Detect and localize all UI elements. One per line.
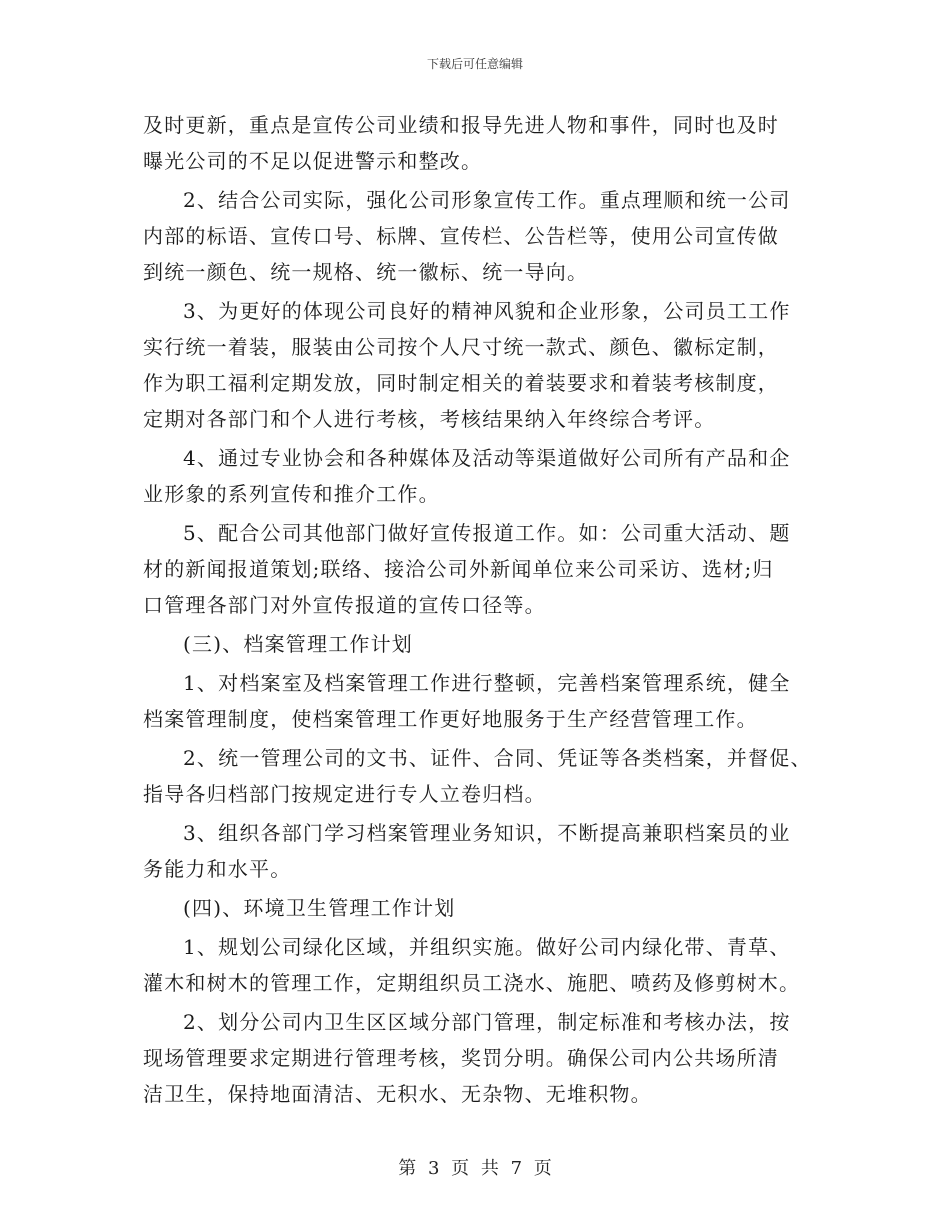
text-line: 内部的标语、宣传口号、标牌、宣传栏、公告栏等，使用公司宣传做 bbox=[143, 224, 779, 248]
text-line: 指导各归档部门按规定进行专人立卷归档。 bbox=[143, 782, 546, 806]
paragraph bbox=[143, 440, 823, 512]
text-line: 2、统一管理公司的文书、证件、合同、凭证等各类档案，并督促、 bbox=[183, 746, 812, 770]
text-line: 实行统一着装，服装由公司按个人尺寸统一款式、颜色、徽标定制， bbox=[143, 335, 779, 359]
document-body bbox=[143, 107, 823, 1112]
paragraph bbox=[143, 665, 823, 737]
paragraph bbox=[143, 626, 823, 662]
paragraph bbox=[143, 107, 823, 179]
text-line: 定期对各部门和个人进行考核，考核结果纳入年终综合考评。 bbox=[143, 407, 716, 431]
paragraph bbox=[143, 815, 823, 887]
paragraph bbox=[143, 515, 823, 623]
text-line: 曝光公司的不足以促进警示和整改。 bbox=[143, 149, 483, 173]
paragraph bbox=[143, 293, 823, 437]
text-line: 材的新闻报道策划;联络、接洽公司外新闻单位来公司采访、选材;归 bbox=[143, 557, 774, 581]
paragraph bbox=[143, 182, 823, 290]
text-line: 现场管理要求定期进行管理考核，奖罚分明。确保公司内公共场所清 bbox=[143, 1046, 779, 1070]
text-line: 1、规划公司绿化区域，并组织实施。做好公司内绿化带、青草、 bbox=[183, 935, 791, 959]
text-line: 洁卫生，保持地面清洁、无积水、无杂物、无堆积物。 bbox=[143, 1082, 652, 1106]
text-line: 2、划分公司内卫生区区域分部门管理，制定标准和考核办法，按 bbox=[183, 1010, 791, 1034]
text-line: 3、为更好的体现公司良好的精神风貌和企业形象，公司员工工作 bbox=[183, 299, 791, 323]
text-line: 及时更新，重点是宣传公司业绩和报导先进人物和事件，同时也及时 bbox=[143, 113, 779, 137]
text-line: 档案管理制度，使档案管理工作更好地服务于生产经营管理工作。 bbox=[143, 707, 758, 731]
text-line: (三)、档案管理工作计划 bbox=[183, 632, 414, 656]
text-line: 5、配合公司其他部门做好宣传报道工作。如：公司重大活动、题 bbox=[183, 521, 791, 545]
text-line: 2、结合公司实际，强化公司形象宣传工作。重点理顺和统一公司 bbox=[183, 188, 791, 212]
text-line: 4、通过专业协会和各种媒体及活动等渠道做好公司所有产品和企 bbox=[183, 446, 791, 470]
text-line: 到统一颜色、统一规格、统一徽标、统一导向。 bbox=[143, 260, 589, 284]
text-line: 作为职工福利定期发放，同时制定相关的着装要求和着装考核制度， bbox=[143, 371, 779, 395]
text-line: 口管理各部门对外宣传报道的宣传口径等。 bbox=[143, 593, 546, 617]
paragraph bbox=[143, 740, 823, 812]
paragraph bbox=[143, 890, 823, 926]
text-line: 业形象的系列宣传和推介工作。 bbox=[143, 482, 440, 506]
text-line: (四)、环境卫生管理工作计划 bbox=[183, 896, 456, 920]
paragraph bbox=[143, 1004, 823, 1112]
page-header-note: 下载后可任意编辑 bbox=[426, 57, 523, 71]
paragraph bbox=[143, 929, 823, 1001]
page-number: 第 3 页 共 7 页 bbox=[398, 1158, 552, 1179]
text-line: 务能力和水平。 bbox=[143, 857, 292, 881]
text-line: 1、对档案室及档案管理工作进行整顿，完善档案管理系统，健全 bbox=[183, 671, 791, 695]
text-line: 灌木和树木的管理工作，定期组织员工浇水、施肥、喷药及修剪树木。 bbox=[143, 971, 801, 995]
text-line: 3、组织各部门学习档案管理业务知识，不断提高兼职档案员的业 bbox=[183, 821, 791, 845]
